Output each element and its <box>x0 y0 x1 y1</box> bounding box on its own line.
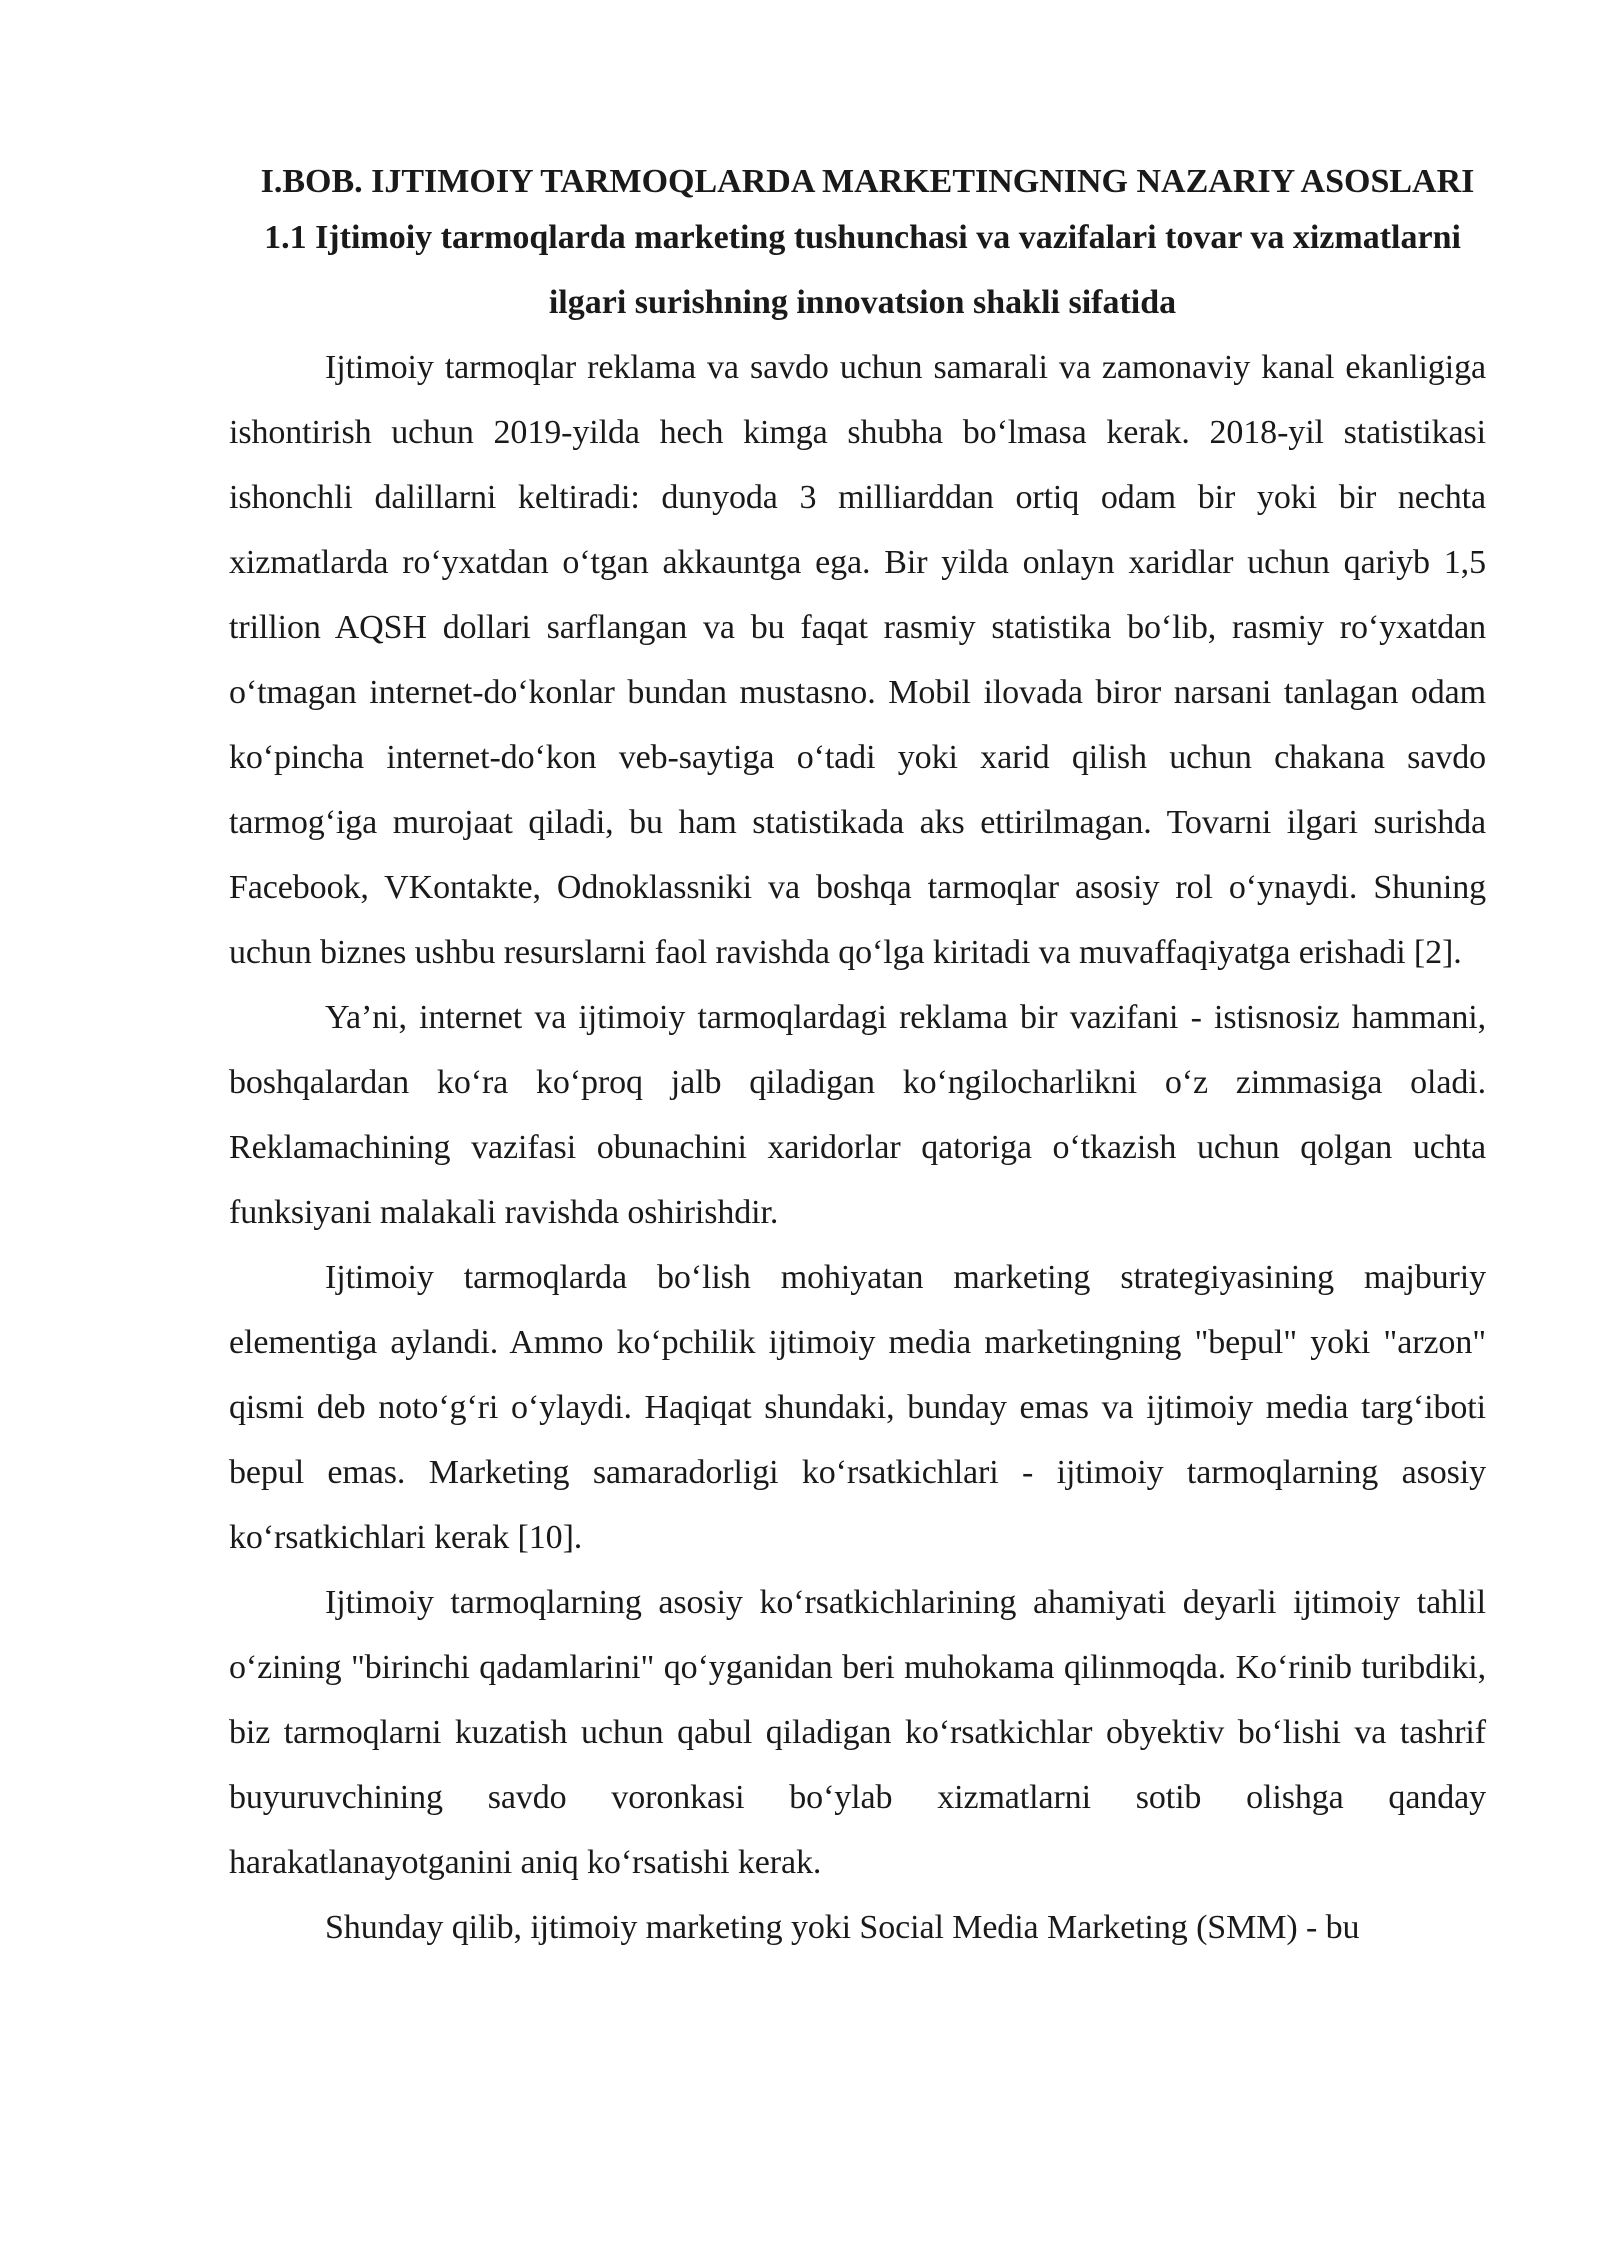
chapter-title: I.BOB. IJTIMOIY TARMOQLARDA MARKETINGNING NAZARIY ASOSLARI <box>260 163 1475 200</box>
paragraph-4: Ijtimoiy tarmoqlarning asosiy koʻrsatkichlarining ahamiyati deyarli ijtimoiy tahlil oʻzining "birinchi qadamlarini" qoʻyganidan beri muhokama qilinmoqda. Koʻrinib turibdiki, biz tarmoqlarni kuzatish uchun qabul qiladigan koʻrsatkichlar obyektiv boʻlishi va tashrif buyuruvchining savdo voronkasi boʻylab xizmatlarni sotib olishga qanday harakatlanayotganini aniq koʻrsatishi kerak. <box>229 1584 1486 1881</box>
section-title: 1.1 Ijtimoiy tarmoqlarda marketing tushunchasi va vazifalari tovar va xizmatlarni ilgari surishning innovatsion shakli sifatida <box>264 219 1461 321</box>
paragraph-3: Ijtimoiy tarmoqlarda boʻlish mohiyatan marketing strategiyasining majburiy elementiga aylandi. Ammo koʻpchilik ijtimoiy media marketingning "bepul" yoki "arzon" qismi deb notoʻgʻri oʻylaydi. Haqiqat shundaki, bunday emas va ijtimoiy media targʻiboti bepul emas. Marketing samaradorligi koʻrsatkichlari - ijtimoiy tarmoqlarning asosiy koʻrsatkichlari kerak [10]. <box>229 1259 1486 1556</box>
document-page <box>229 158 1486 1960</box>
paragraph-2: Ya’ni, internet va ijtimoiy tarmoqlardagi reklama bir vazifani - istisnosiz hammani, boshqalardan koʻra koʻproq jalb qiladigan koʻngilocharlikni oʻz zimmasiga oladi. Reklamachining vazifasi obunachini xaridorlar qatoriga oʻtkazish uchun qolgan uchta funksiyani malakali ravishda oshirishdir. <box>229 999 1486 1231</box>
paragraph-1: Ijtimoiy tarmoqlar reklama va savdo uchun samarali va zamonaviy kanal ekanligiga ishontirish uchun 2019-yilda hech kimga shubha boʻlmasa kerak. 2018-yil statistikasi ishonchli dalillarni keltiradi: dunyoda 3 milliarddan ortiq odam bir yoki bir nechta xizmatlarda roʻyxatdan oʻtgan akkauntga ega. Bir yilda onlayn xaridlar uchun qariyb 1,5 trillion AQSH dollari sarflangan va bu faqat rasmiy statistika boʻlib, rasmiy roʻyxatdan oʻtmagan internet-doʻkonlar bundan mustasno. Mobil ilovada biror narsani tanlagan odam koʻpincha internet-doʻkon veb-saytiga oʻtadi yoki xarid qilish uchun chakana savdo tarmogʻiga murojaat qiladi, bu ham statistikada aks ettirilmagan. Tovarni ilgari surishda Facebook, VKontakte, Odnoklassniki va boshqa tarmoqlar asosiy rol oʻynaydi. Shuning uchun biznes ushbu resurslarni faol ravishda qoʻlga kiritadi va muvaffaqiyatga erishadi [2]. <box>229 349 1486 971</box>
paragraph-5: Shunday qilib, ijtimoiy marketing yoki Social Media Marketing (SMM) - bu <box>325 1909 1360 1946</box>
